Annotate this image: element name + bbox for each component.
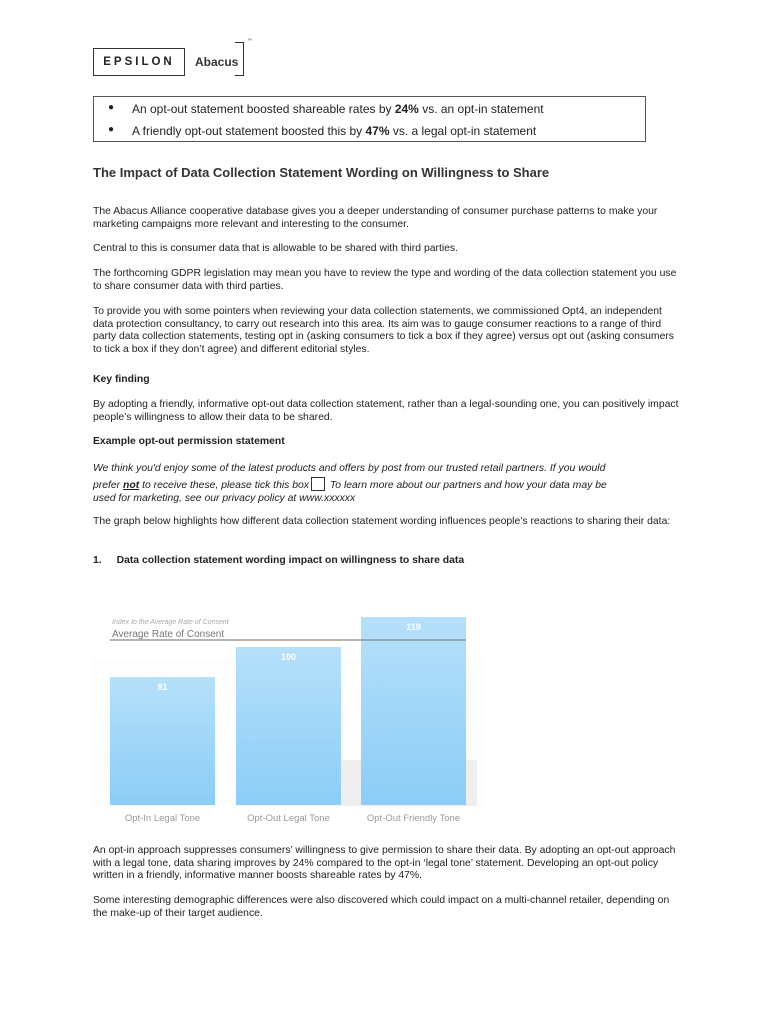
consent-bar-chart — [93, 600, 493, 835]
example-line: used for marketing, see our privacy policy at www.xxxxxx — [93, 493, 356, 504]
average-rate-label: Average Rate of Consent — [112, 629, 225, 641]
chart-y-axis-label: Index to the Average Rate of Consent — [112, 619, 229, 626]
paragraph-conclusion: An opt-in approach suppresses consumers’ willingness to give permission to share their data. By adopting an opt-out approach with a legal tone, data sharing improves by 24% compared to the opt-in ‘legal tone’ statement. Developing an opt-out policy written in a friendly, informative manner boosts shareable rates by 47%. — [93, 845, 676, 882]
paragraph-central: Central to this is consumer data that is allowable to be shared with third parties. — [93, 243, 459, 254]
chart-category-label: Opt-Out Friendly Tone — [366, 813, 461, 824]
paragraph-intro: The Abacus Alliance cooperative database gives you a deeper understanding of consumer purchase patterns to make your marketing campaigns more relevant and interesting to the consumer. — [93, 206, 658, 230]
paragraph-gdpr: The forthcoming GDPR legislation may mean you have to review the type and wording of the data collection statement you use to share consumer data with third parties. — [93, 268, 677, 292]
opt-out-checkbox[interactable] — [311, 477, 325, 491]
example-heading: Example opt-out permission statement — [93, 436, 285, 447]
paragraph-demographics: Some interesting demographic differences were also discovered which could impact on a multi-channel retailer, depending on the make-up of their target audience. — [93, 895, 670, 919]
bullet-text: An opt-out statement boosted shareable rates by 24% vs. an opt-in statement — [132, 102, 544, 116]
paragraph-graph-intro: The graph below highlights how different data collection statement wording influences people’s reactions to sharing their data: — [93, 516, 671, 527]
bullet-text: A friendly opt-out statement boosted this by 47% vs. a legal opt-in statement — [132, 124, 537, 138]
example-statement — [93, 461, 683, 507]
example-line: prefer not to receive these, please tick this box To learn more about our partners and how your data may be — [93, 477, 683, 494]
paragraph-research: To provide you with some pointers when reviewing your data collection statements, we commissioned Opt4, an independent data protection consultancy, to carry out research into this area. Its aim was to gauge consumer reactions to a range of third party data collection statements, testing opt in (asking consumers to tick a box if they agree) versus opt out (asking consumers to tick a box if they don’t agree) and different editorial styles. — [93, 306, 675, 355]
logo-trademark: ™ — [247, 38, 252, 44]
chart-category-label: Opt-Out Legal Tone — [247, 813, 330, 824]
key-finding-heading: Key finding — [93, 374, 150, 385]
chart-bar — [236, 647, 341, 805]
document-title: The Impact of Data Collection Statement Wording on Willingness to Share — [93, 165, 550, 180]
epsilon-abacus-logo — [93, 38, 252, 78]
chart-svg — [93, 600, 493, 835]
chart-heading-text: Data collection statement wording impact on willingness to share data — [116, 555, 465, 566]
logo-epsilon: EPSILON — [93, 48, 185, 76]
highlight-bullets-box — [93, 96, 646, 142]
chart-bar-value-label: 81 — [157, 682, 168, 693]
paragraph-key-finding: By adopting a friendly, informative opt-out data collection statement, rather than a legal-sounding one, you can positively impact people’s willingness to allow their data to be shared. — [93, 399, 679, 423]
chart-bar-value-label: 100 — [280, 652, 297, 663]
chart-bar — [361, 617, 466, 805]
chart-category-label: Opt-In Legal Tone — [124, 813, 201, 824]
chart-bar — [110, 677, 215, 805]
logo-bracket — [235, 42, 244, 76]
logo-abacus: Abacus — [195, 55, 239, 69]
bullet-dot-icon: ● — [108, 102, 115, 113]
bullet-dot-icon: ● — [108, 124, 115, 135]
chart-heading-number: 1. — [93, 555, 102, 566]
example-line: We think you'd enjoy some of the latest products and offers by post from our trusted retail partners. If you would — [93, 463, 606, 474]
chart-heading — [93, 555, 464, 566]
chart-bar-value-label: 119 — [406, 622, 421, 632]
